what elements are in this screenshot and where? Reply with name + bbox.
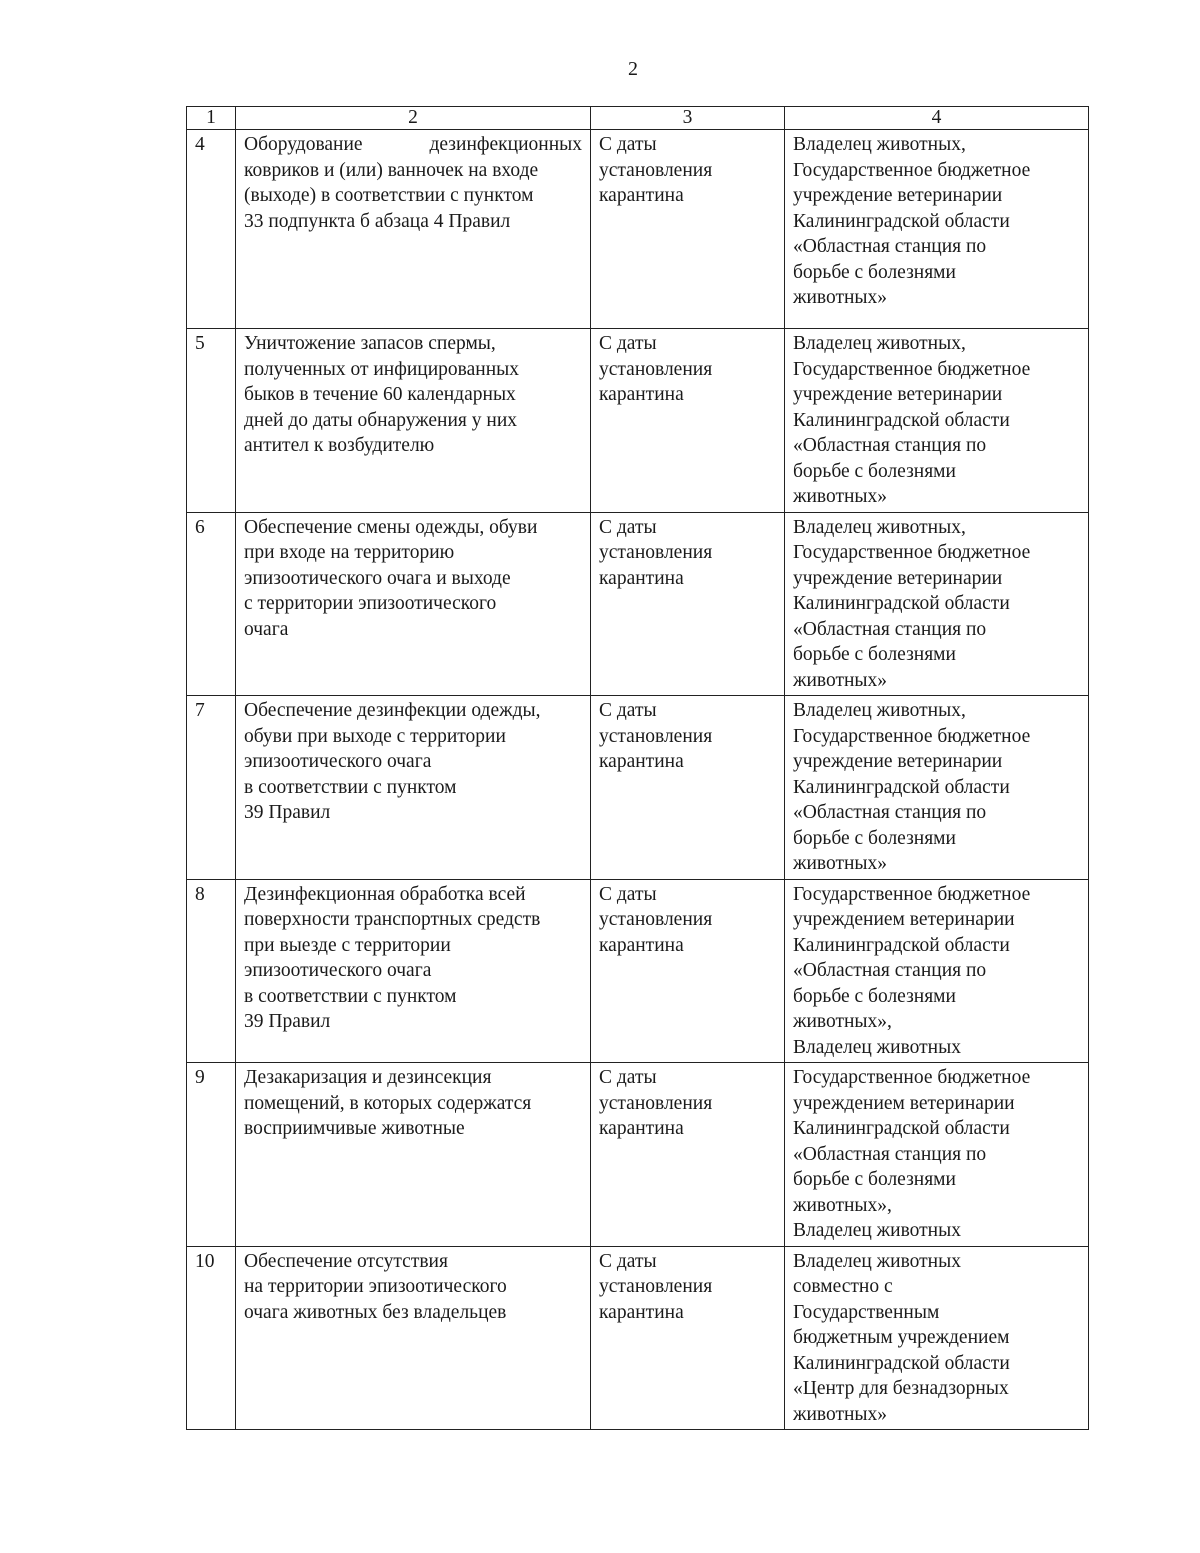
responsible-cell [785,329,1089,513]
measures-table [186,106,1089,1430]
term-line: карантина [599,1118,684,1139]
term-line: установления [599,725,713,747]
term-cell [591,130,785,329]
responsible-line: борьбе с болезнями [793,460,956,482]
measure-line: эпизоотического очага [244,960,432,981]
responsible-line: животных» [793,853,888,874]
responsible-line: учреждением ветеринарии [793,909,1015,930]
responsible-line: совместно с [793,1276,893,1297]
measure-line: быков в течение 60 календарных [244,384,516,405]
measure-line: эпизоотического очага [244,751,432,772]
responsible-line: борьбе с болезнями [793,985,956,1007]
responsible-line: Государственное бюджетное [793,542,1031,563]
measure-line: помещений, в которых содержатся [244,1092,532,1114]
responsible-line: Владелец животных [793,1250,961,1272]
responsible-line: Калининградской области [793,934,1010,956]
responsible-line: учреждение ветеринарии [793,751,1003,772]
responsible-line: «Областная станция по [793,802,987,823]
term-line: установления [599,358,713,380]
term-cell [591,512,785,696]
term-line: С даты [599,1067,657,1088]
responsible-line: Калининградской области [793,1352,1010,1374]
term-line: карантина [599,567,684,589]
measure-cell [236,130,591,329]
term-line: карантина [599,751,684,772]
term-line: установления [599,1276,713,1297]
responsible-line: Государственное бюджетное [793,358,1031,380]
responsible-line: Владелец животных, [793,134,966,155]
row-number: 9 [187,1063,236,1247]
measure-cell [236,329,591,513]
table-row [187,879,1089,1063]
responsible-cell [785,696,1089,880]
responsible-cell [785,512,1089,696]
measure-cell [236,696,591,880]
header-col-3: 3 [591,107,785,130]
responsible-line: Калининградской области [793,776,1010,798]
table-row [187,1063,1089,1247]
measure-line: 39 Правил [244,802,331,823]
term-line: установления [599,159,713,181]
row-number: 4 [187,130,236,329]
term-line: С даты [599,333,657,354]
responsible-line: учреждением ветеринарии [793,1092,1015,1114]
row-number: 7 [187,696,236,880]
table-row [187,512,1089,696]
measure-line: ковриков и (или) ванночек на входе [244,159,539,181]
responsible-line: Владелец животных, [793,516,966,538]
measure-cell [236,512,591,696]
measure-line: с территории эпизоотического [244,593,497,614]
table-row [187,1246,1089,1430]
header-col-1: 1 [187,107,236,130]
term-line: установления [599,1092,713,1114]
measure-line: Оборудование дезинфекционных [244,134,582,155]
measure-line: Обеспечение смены одежды, обуви [244,516,538,538]
responsible-line: учреждение ветеринарии [793,384,1003,405]
measure-line: Обеспечение дезинфекции одежды, [244,700,541,721]
row-number: 6 [187,512,236,696]
responsible-line: Государственное бюджетное [793,725,1031,747]
measure-line: дней до даты обнаружения у них [244,409,518,431]
responsible-line: «Центр для безнадзорных [793,1378,1009,1399]
measure-line: (выходе) в соответствии с пунктом [244,185,534,206]
responsible-line: Владелец животных, [793,700,966,721]
responsible-cell [785,879,1089,1063]
term-cell [591,1246,785,1430]
row-number: 8 [187,879,236,1063]
responsible-line: Владелец животных [793,1220,961,1241]
responsible-line: Владелец животных, [793,333,966,354]
responsible-line: животных», [793,1194,892,1216]
responsible-line: Государственное бюджетное [793,1067,1031,1088]
responsible-cell [785,1063,1089,1247]
term-cell [591,879,785,1063]
term-line: карантина [599,934,684,956]
term-cell [591,696,785,880]
responsible-line: Калининградской области [793,1118,1010,1139]
measure-line: в соответствии с пунктом [244,776,457,798]
responsible-cell [785,130,1089,329]
term-line: С даты [599,134,657,155]
measure-cell [236,1246,591,1430]
responsible-line: животных», [793,1011,892,1032]
measure-line: антител к возбудителю [244,435,435,456]
measure-line: при входе на территорию [244,542,455,563]
responsible-line: «Областная станция по [793,435,987,456]
table-row [187,130,1089,329]
table-row [187,329,1089,513]
responsible-line: Государственное бюджетное [793,883,1031,905]
responsible-line: борьбе с болезнями [793,261,956,283]
measure-line: обуви при выходе с территории [244,725,506,747]
responsible-line: «Областная станция по [793,1143,987,1165]
measure-line: Дезакаризация и дезинсекция [244,1067,492,1088]
term-cell [591,1063,785,1247]
responsible-line: «Областная станция по [793,618,987,640]
responsible-line: животных» [793,1403,888,1425]
responsible-cell [785,1246,1089,1430]
measure-line: полученных от инфицированных [244,358,519,380]
measure-line: Обеспечение отсутствия [244,1250,448,1272]
measure-line: очага [244,618,289,640]
measure-line: на территории эпизоотического [244,1276,507,1297]
row-number: 5 [187,329,236,513]
term-line: карантина [599,384,684,405]
responsible-line: Калининградской области [793,593,1010,614]
table-row [187,696,1089,880]
term-line: карантина [599,185,684,206]
responsible-line: борьбе с болезнями [793,644,956,665]
term-line: установления [599,909,713,930]
measure-line: Дезинфекционная обработка всей [244,883,526,905]
responsible-line: Государственным [793,1301,940,1323]
measure-cell [236,879,591,1063]
responsible-line: Калининградской области [793,409,1010,431]
page-number: 2 [628,58,638,80]
measure-cell [236,1063,591,1247]
table-header-row [187,107,1089,130]
measure-line: 39 Правил [244,1011,331,1032]
responsible-line: Владелец животных [793,1036,961,1058]
responsible-line: бюджетным учреждением [793,1327,1010,1348]
measure-line: 33 подпункта б абзаца 4 Правил [244,210,511,232]
term-cell [591,329,785,513]
responsible-line: Калининградской области [793,210,1010,232]
term-line: С даты [599,516,657,538]
responsible-line: «Областная станция по [793,960,987,981]
measure-line: очага животных без владельцев [244,1301,507,1323]
responsible-line: «Областная станция по [793,236,987,257]
responsible-line: учреждение ветеринарии [793,185,1003,206]
term-line: установления [599,542,713,563]
header-col-4: 4 [785,107,1089,130]
measure-line: эпизоотического очага и выходе [244,567,511,589]
responsible-line: животных» [793,669,888,691]
responsible-line: животных» [793,287,888,308]
responsible-line: животных» [793,486,888,507]
measure-line: восприимчивые животные [244,1118,465,1139]
term-line: С даты [599,883,657,905]
measure-line: поверхности транспортных средств [244,909,541,930]
header-col-2: 2 [236,107,591,130]
responsible-line: Государственное бюджетное [793,159,1031,181]
responsible-line: учреждение ветеринарии [793,567,1003,589]
term-line: карантина [599,1301,684,1323]
responsible-line: борьбе с болезнями [793,827,956,849]
term-line: С даты [599,1250,657,1272]
term-line: С даты [599,700,657,721]
measure-line: в соответствии с пунктом [244,985,457,1007]
responsible-line: борьбе с болезнями [793,1169,956,1190]
row-number: 10 [187,1246,236,1430]
measure-line: при выезде с территории [244,934,451,956]
measure-line: Уничтожение запасов спермы, [244,333,496,354]
